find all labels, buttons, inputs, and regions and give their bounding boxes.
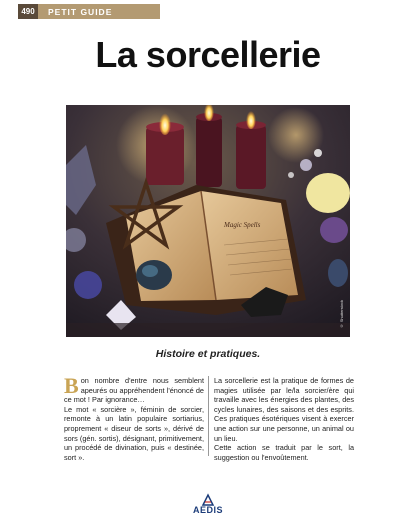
column-left	[64, 373, 204, 462]
publisher-name: AEDIS	[192, 505, 223, 515]
column-right	[214, 376, 354, 462]
publisher-logo	[190, 495, 226, 515]
series-name: PETIT GUIDE	[48, 6, 113, 17]
book-text: Magic Spells	[224, 221, 261, 229]
cover-illustration	[66, 105, 350, 337]
column-divider	[208, 376, 209, 456]
candle-left	[146, 127, 184, 185]
paragraph: Le mot « sorcière », féminin de sorcier, remonte à un latin populaire sortiarius, proprement « diseur de sorts », dérivé de sors (gén. sortis), désignant, primitivement, un procédé de divination, puis « destinée, sort ».	[64, 404, 204, 462]
candle-right	[236, 125, 266, 189]
paragraph-text: on nombre d'entre nous semblent apeurés ou appréhendent l'énoncé de ce mot ! Par ignorance…	[64, 376, 204, 405]
paragraph	[64, 373, 204, 405]
candle-middle	[196, 117, 222, 187]
page-title: La sorcellerie	[95, 34, 321, 75]
paragraph: Cette action se traduit par le sort, la suggestion ou l'envoûtement.	[214, 443, 354, 462]
subtitle: Histoire et pratiques.	[155, 348, 261, 360]
series-number: 490	[18, 4, 38, 19]
cover-photo	[66, 105, 350, 337]
paragraph: La sorcellerie est la pratique de formes de magies utilisée par le/la sorcier/ère qui travaille avec les énergies des plantes, des cycles lunaires, des saisons et des esprits. Ces pratiques ésotériques visent à exercer une action sur une personne, un animal ou un lieu.	[214, 376, 354, 443]
photo-credit: © Shutterstock	[339, 300, 344, 329]
series-band	[18, 4, 160, 19]
dropcap: B	[64, 373, 79, 398]
body-columns	[64, 373, 354, 462]
publisher-logo-icon	[201, 493, 215, 507]
